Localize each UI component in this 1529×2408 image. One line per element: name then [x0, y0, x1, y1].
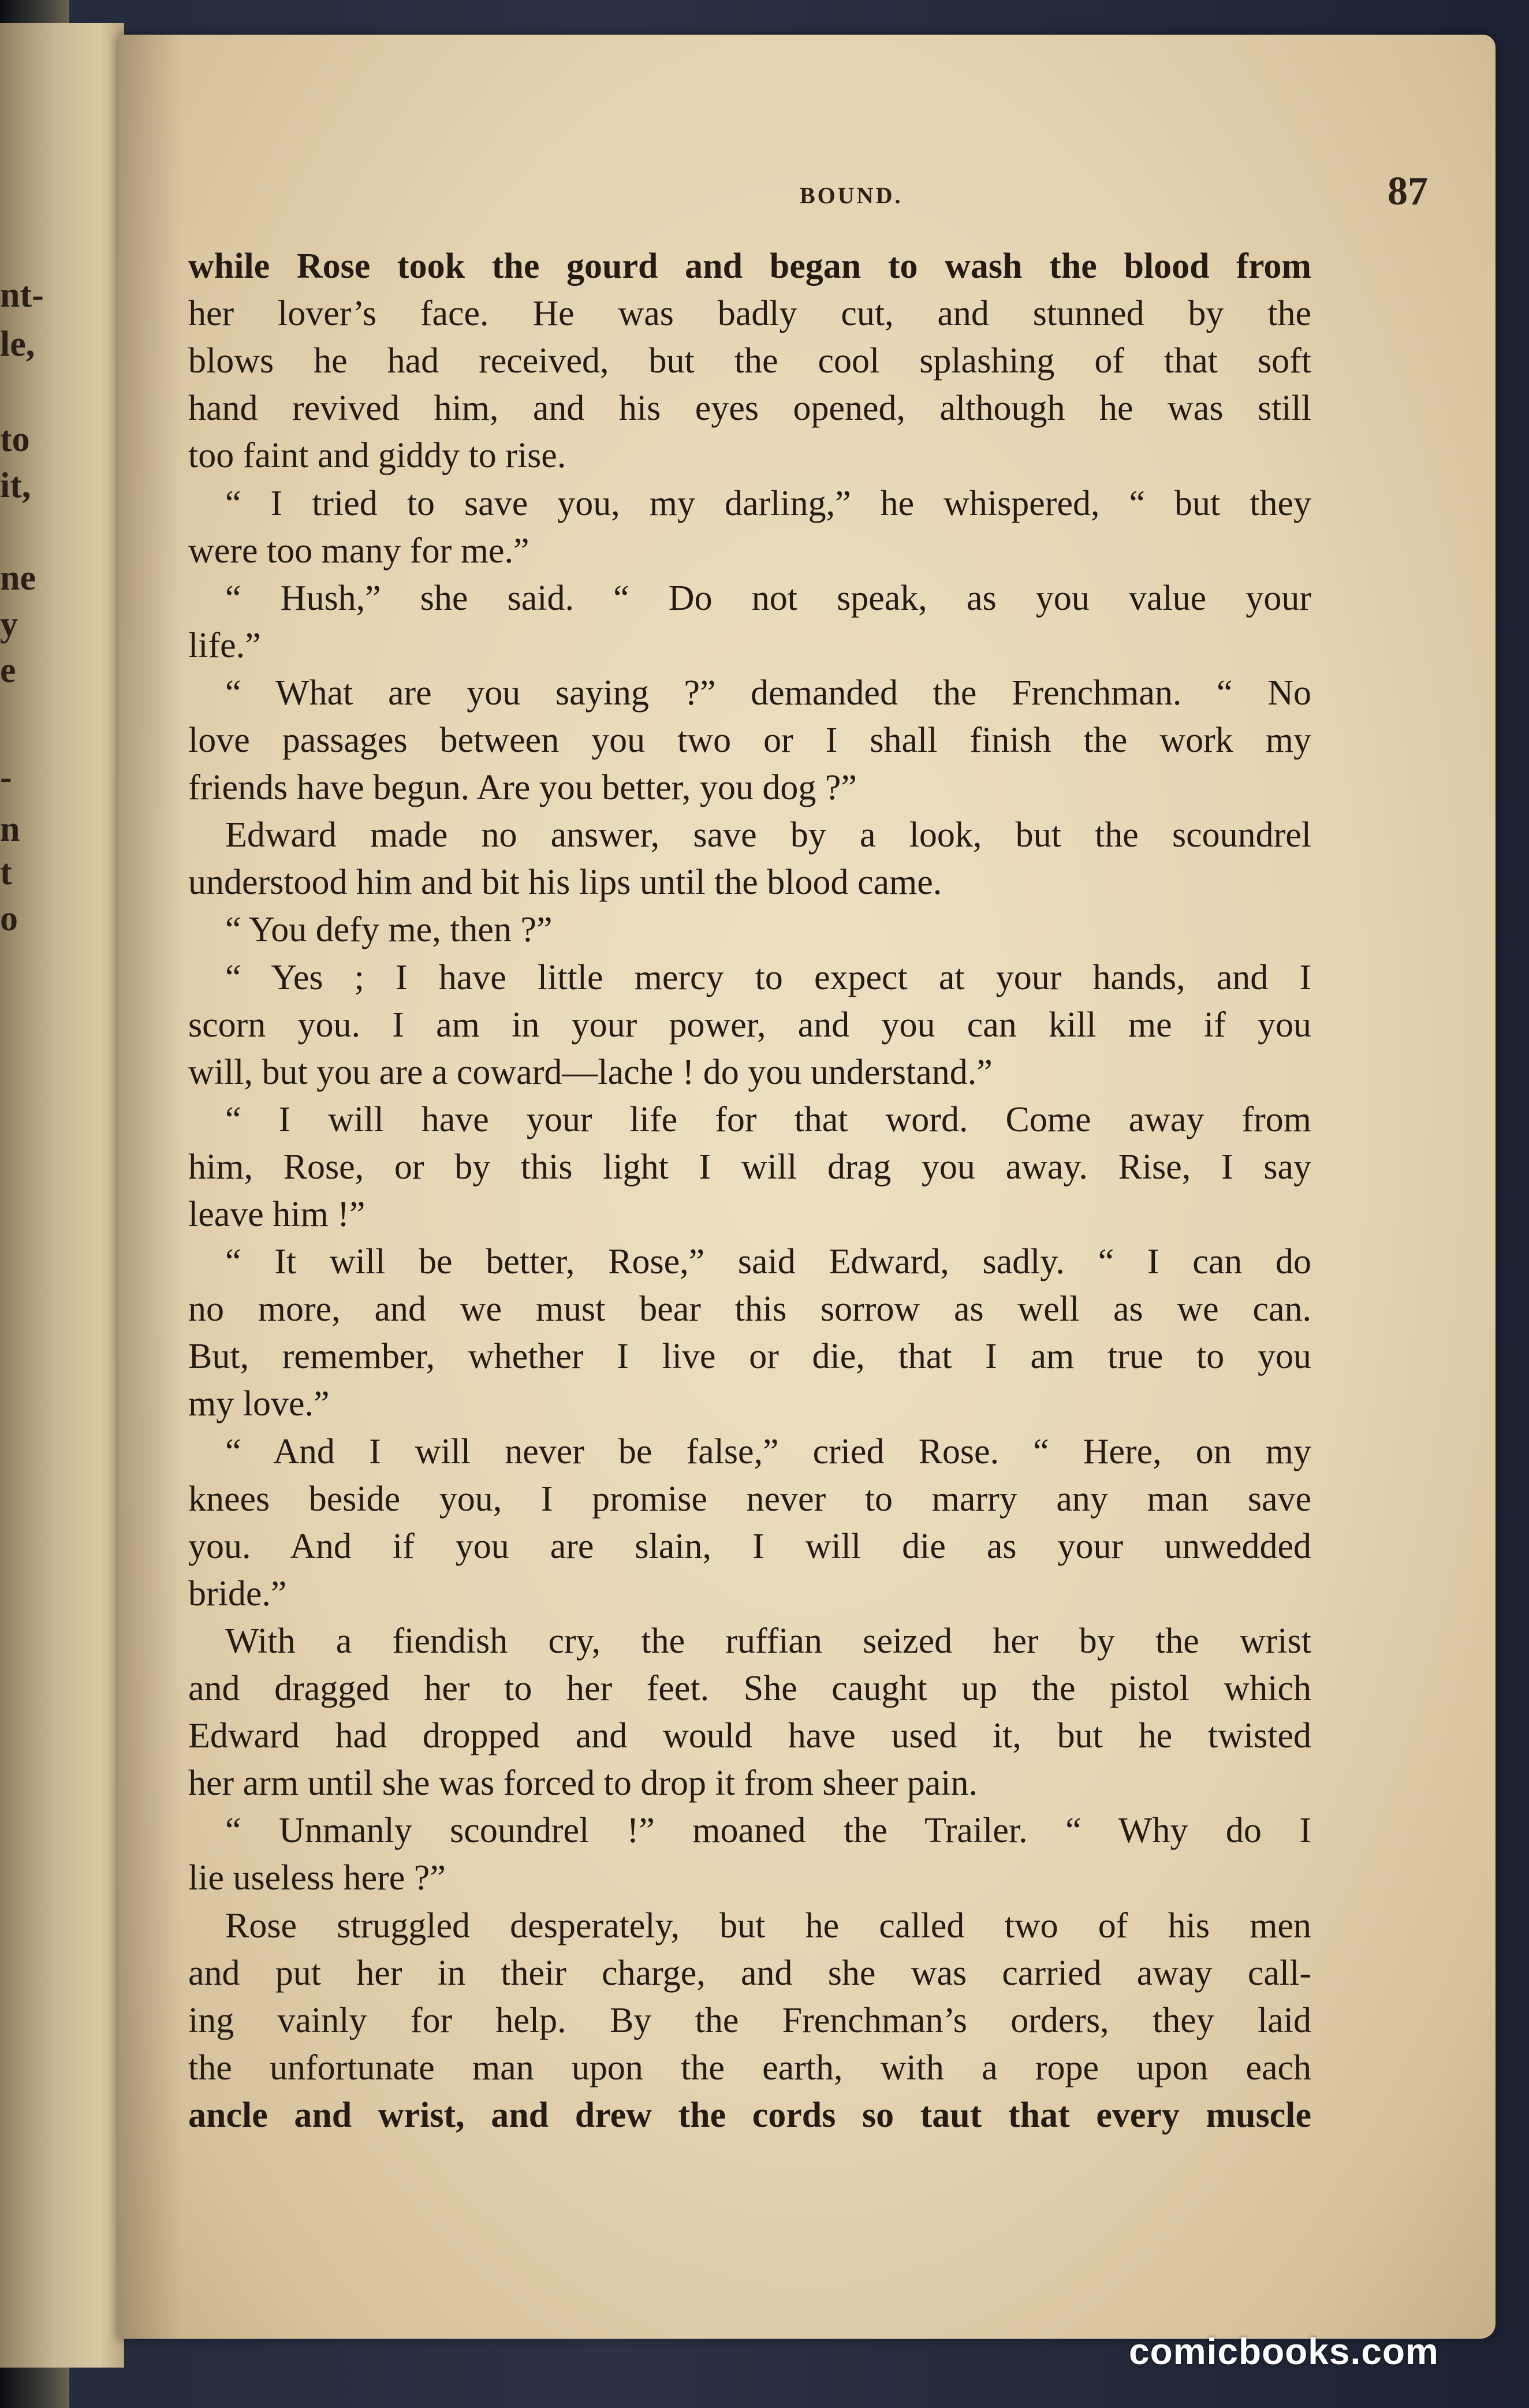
facing-page-fragment: t	[0, 853, 12, 892]
text-line: knees beside you, I promise never to marry any man save	[188, 1479, 1311, 1519]
text-line: my love.”	[188, 1384, 330, 1424]
facing-page-fragment: n	[0, 810, 20, 849]
text-line: “ What are you saying ?” demanded the Frenchman. “ No	[225, 673, 1311, 713]
text-line: “ I tried to save you, my darling,” he whispered, “ but they	[225, 483, 1311, 523]
facing-page-fragment: nt-	[0, 275, 44, 315]
text-line: Rose struggled desperately, but he called two of his men	[225, 1906, 1311, 1945]
text-line: her arm until she was forced to drop it from sheer pain.	[188, 1764, 978, 1803]
text-line: ancle and wrist, and drew the cords so taut that every muscle	[188, 2095, 1311, 2135]
text-line: while Rose took the gourd and began to wash the blood from	[188, 247, 1311, 286]
facing-page-fragment: -	[0, 758, 12, 797]
text-line: too faint and giddy to rise.	[188, 436, 566, 476]
text-line: blows he had received, but the cool splashing of that soft	[188, 341, 1311, 381]
text-line: scorn you. I am in your power, and you can kill me if you	[188, 1005, 1311, 1045]
text-line: “ Hush,” she said. “ Do not speak, as you value your	[225, 578, 1311, 618]
text-line: and put her in their charge, and she was carried away call-	[188, 1953, 1311, 1993]
text-line: were too many for me.”	[188, 531, 529, 571]
text-line: no more, and we must bear this sorrow as well as we can.	[188, 1289, 1311, 1329]
text-line: Edward made no answer, save by a look, but the scoundrel	[225, 815, 1311, 855]
text-line: the unfortunate man upon the earth, with a rope upon each	[188, 2048, 1311, 2088]
text-line: “ Unmanly scoundrel !” moaned the Trailer. “ Why do I	[225, 1811, 1311, 1851]
text-line: friends have begun. Are you better, you dog ?”	[188, 768, 857, 808]
text-line: hand revived him, and his eyes opened, although he was still	[188, 389, 1311, 428]
facing-page-edge	[0, 23, 124, 2368]
facing-page-fragment: y	[0, 605, 18, 644]
facing-page-fragment: o	[0, 899, 18, 938]
text-line: her lover’s face. He was badly cut, and stunned by the	[188, 294, 1311, 334]
text-line: “ I will have your life for that word. Come away from	[225, 1099, 1311, 1139]
text-line: you. And if you are slain, I will die as your unwedded	[188, 1526, 1311, 1566]
text-line: ing vainly for help. By the Frenchman’s orders, they laid	[188, 2000, 1311, 2040]
text-line: leave him !”	[188, 1195, 366, 1234]
facing-page-fragment: ne	[0, 558, 36, 598]
text-line: Edward had dropped and would have used it, but he twisted	[188, 1716, 1311, 1756]
text-line: him, Rose, or by this light I will drag you away. Rise, I say	[188, 1147, 1311, 1187]
text-line: “ Yes ; I have little mercy to expect at your hands, and I	[225, 957, 1311, 997]
facing-page-fragment: le,	[0, 325, 35, 364]
facing-page-fragment: to	[0, 420, 30, 459]
text-line: understood him and bit his lips until the blood came.	[188, 863, 942, 903]
text-line: “ And I will never be false,” cried Rose. “ Here, on my	[225, 1432, 1311, 1471]
text-line: With a fiendish cry, the ruffian seized her by the wrist	[225, 1621, 1311, 1661]
text-line: and dragged her to her feet. She caught up the pistol which	[188, 1669, 1311, 1708]
text-line: love passages between you two or I shall finish the work my	[188, 721, 1311, 760]
text-line: “ You defy me, then ?”	[225, 910, 553, 950]
text-line: But, remember, whether I live or die, that I am true to you	[188, 1337, 1311, 1377]
text-line: life.”	[188, 625, 261, 665]
site-watermark: comicbooks.com	[1129, 2331, 1439, 2372]
book-page	[118, 35, 1496, 2339]
text-line: will, but you are a coward—lache ! do you understand.”	[188, 1052, 993, 1092]
text-line: “ It will be better, Rose,” said Edward, sadly. “ I can do	[225, 1242, 1311, 1282]
facing-page-fragment: it,	[0, 466, 31, 505]
running-head: BOUND.	[800, 182, 903, 208]
text-line: bride.”	[188, 1574, 287, 1613]
text-line: lie useless here ?”	[188, 1858, 446, 1898]
facing-page-fragment: e	[0, 651, 16, 690]
page-number: 87	[1388, 169, 1428, 214]
